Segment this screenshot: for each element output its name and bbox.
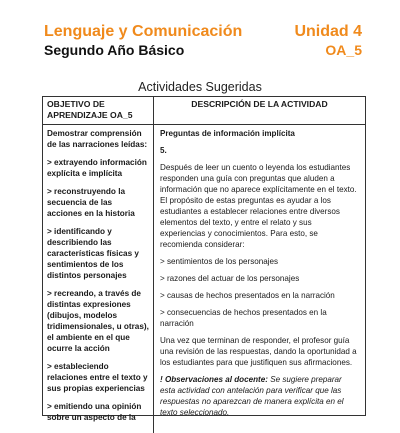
activity-closing: Una vez que terminan de responder, el profesor guía una revisión de las respuestas, dando la oportunidad a los estudiantes para que justifiquen sus afirmaciones. — [160, 336, 357, 367]
section-title: Actividades Sugeridas — [138, 80, 262, 94]
activity-list-item: > razones del actuar de los personajes — [160, 274, 300, 283]
objectives-cell — [43, 125, 154, 433]
objective-item: > reconstruyendo la secuencia de las acciones en la historia — [47, 187, 135, 218]
activity-cell — [154, 125, 365, 433]
objective-item: > recreando, a través de distintas expresiones (dibujos, modelos tridimensionales, u otras), el ambiente en el que ocurre la acción — [47, 289, 149, 353]
table-body-row — [43, 125, 365, 433]
subject-title: Lenguaje y Comunicación — [44, 23, 243, 40]
objective-item: Demostrar comprensión de las narraciones leídas: — [47, 129, 148, 149]
teacher-note-text: Se sugiere preparar esta actividad con antelación para verificar que las respuestas no aparezcan de manera explícita en el texto seleccionado. — [160, 375, 344, 417]
activity-list-item: > causas de hechos presentados en la narración — [160, 291, 335, 300]
page-header — [44, 22, 362, 60]
grade-label: Segundo Año Básico — [44, 42, 185, 58]
objective-item: > estableciendo relaciones entre el texto y sus propias experiencias — [47, 362, 148, 393]
activity-number: 5. — [160, 146, 167, 155]
activities-table — [42, 96, 366, 422]
activity-intro: Después de leer un cuento o leyenda los estudiantes responden una guía con preguntas que aluden a información que no aparece explícitamente en el texto. El propósito de estas preguntas es ayudar a los estudiantes a establecer relaciones entre diversos elementos del texto, y entre el relato y sus experiencias y conocimientos. Para esto, se recomienda considerar: — [160, 163, 357, 249]
teacher-note — [160, 374, 359, 418]
objective-column-header: OBJETIVO DE APRENDIZAJE OA_5 — [43, 97, 154, 124]
objective-item: > extrayendo información explícita e implícita — [47, 158, 147, 178]
oa-label: OA_5 — [325, 42, 362, 58]
activity-list-item: > consecuencias de hechos presentados en la narración — [160, 308, 327, 328]
activity-list-item: > sentimientos de los personajes — [160, 257, 279, 266]
unit-label: Unidad 4 — [294, 23, 362, 40]
activity-column-header: DESCRIPCIÓN DE LA ACTIVIDAD — [191, 99, 328, 109]
table-header-row — [43, 97, 365, 125]
activity-title: Preguntas de información implícita — [160, 129, 295, 138]
objective-item: > emitiendo una opinión sobre un aspecto de la — [47, 402, 142, 422]
objective-item: > identificando y describiendo las características físicas y sentimientos de los distintos personajes — [47, 227, 139, 280]
teacher-note-label: ! Observaciones al docente: — [160, 375, 268, 384]
